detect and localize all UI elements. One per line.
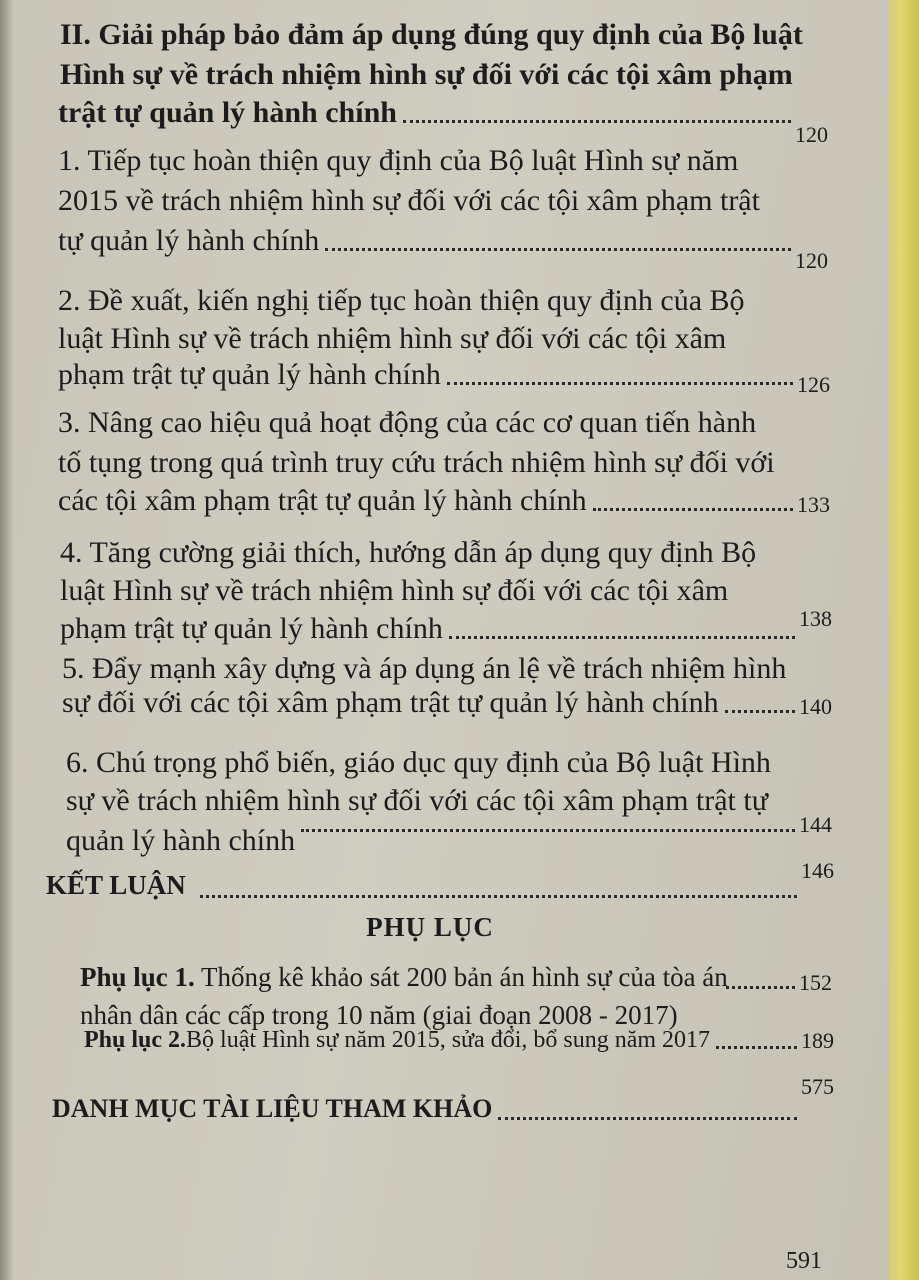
toc-item-1-line-1: 1. Tiếp tục hoàn thiện quy định của Bộ luật Hình sự năm [58, 144, 739, 177]
section-2-line-3 [58, 94, 828, 147]
toc-item-4-page: 138 [799, 606, 832, 631]
section-2-line-1: II. Giải pháp bảo đảm áp dụng đúng quy định của Bộ luật [60, 18, 803, 51]
toc-item-5-line-2 [62, 684, 832, 722]
section-2-page: 120 [795, 122, 828, 147]
references-label: DANH MỤC TÀI LIỆU THAM KHẢO [52, 1094, 493, 1123]
toc-item-3-page: 133 [797, 492, 830, 517]
toc-item-4-line-3-text: phạm trật tự quản lý hành chính [60, 612, 443, 645]
conclusion-page: 146 [801, 858, 834, 883]
toc-item-1-line-3 [58, 222, 828, 273]
leader-dots [726, 986, 795, 989]
leader-dots [593, 508, 793, 511]
toc-item-6-line-3 [66, 812, 832, 860]
toc-item-1-line-3-text: tự quản lý hành chính [58, 224, 320, 257]
toc-item-6-line-2: sự về trách nhiệm hình sự đối với các tội xâm phạm trật tự [66, 784, 768, 817]
toc-item-4-line-3 [60, 606, 832, 648]
toc-item-2-line-3 [58, 356, 830, 397]
appendix-2-page: 189 [801, 1028, 834, 1053]
toc-item-3-line-2: tố tụng trong quá trình truy cứu trách nhiệm hình sự đối với [58, 446, 775, 479]
toc-item-6-page: 144 [799, 812, 832, 837]
leader-dots [449, 636, 795, 639]
appendix-1-line-2-text: nhân dân các cấp trong 10 năm (giai đoạn 2008 - 2017) [80, 1000, 678, 1030]
toc-item-3-line-1: 3. Nâng cao hiệu quả hoạt động của các cơ quan tiến hành [58, 406, 757, 439]
toc-item-6-line-1: 6. Chú trọng phổ biến, giáo dục quy định của Bộ luật Hình [66, 746, 771, 779]
page-gutter-shadow [0, 0, 14, 1280]
toc-item-1-page: 120 [795, 248, 828, 273]
appendix-item-2 [84, 1024, 834, 1056]
toc-item-3-line-3-text: các tội xâm phạm trật tự quản lý hành chính [58, 484, 587, 517]
leader-dots [498, 1117, 797, 1120]
cover-edge [889, 0, 919, 1280]
leader-dots [200, 895, 797, 898]
toc-item-5-line-1: 5. Đẩy mạnh xây dựng và áp dụng án lệ về trách nhiệm hình [62, 652, 787, 685]
page-number: 591 [786, 1248, 822, 1274]
appendix-2-text: Bộ luật Hình sự năm 2015, sửa đổi, bổ sung năm 2017 [186, 1027, 711, 1053]
section-2-line-2: Hình sự về trách nhiệm hình sự đối với các tội xâm phạm [60, 58, 793, 91]
toc-item-4-line-1: 4. Tăng cường giải thích, hướng dẫn áp dụng quy định Bộ [60, 536, 757, 569]
appendix-1-text: Thống kê khảo sát 200 bản án hình sự của tòa án [194, 962, 728, 992]
leader-dots [716, 1046, 797, 1049]
toc-item-2-line-2: luật Hình sự về trách nhiệm hình sự đối với các tội xâm [58, 322, 727, 355]
conclusion-label: KẾT LUẬN [46, 870, 186, 900]
toc-references [52, 1074, 834, 1128]
toc-conclusion [46, 858, 834, 904]
appendix-2-label: Phụ lục 2. [84, 1027, 187, 1053]
section-2-line-3-text: trật tự quản lý hành chính [58, 96, 397, 129]
toc-item-4-line-2: luật Hình sự về trách nhiệm hình sự đối với các tội xâm [60, 574, 729, 607]
leader-dots [403, 120, 791, 123]
leader-dots [447, 382, 793, 385]
toc-item-5-line-2-text: sự đối với các tội xâm phạm trật tự quản lý hành chính [62, 686, 719, 719]
toc-item-1-line-2: 2015 về trách nhiệm hình sự đối với các tội xâm phạm trật [58, 184, 760, 217]
references-page: 575 [801, 1074, 834, 1099]
toc-item-6-line-3-text: quản lý hành chính [66, 824, 296, 857]
toc-item-2-line-1: 2. Đề xuất, kiến nghị tiếp tục hoàn thiện quy định của Bộ [58, 284, 745, 317]
toc-item-3-line-3 [58, 482, 830, 520]
leader-dots [301, 829, 795, 832]
leader-dots [725, 710, 795, 713]
toc-item-2-page: 126 [797, 372, 830, 397]
appendix-1-page: 152 [799, 970, 832, 995]
toc-item-2-line-3-text: phạm trật tự quản lý hành chính [58, 358, 441, 391]
toc-item-5-page: 140 [799, 694, 832, 719]
appendix-1-leader [720, 968, 832, 998]
appendix-heading: PHỤ LỤC [366, 912, 494, 942]
leader-dots [325, 248, 791, 251]
appendix-1-label: Phụ lục 1. [80, 962, 195, 992]
